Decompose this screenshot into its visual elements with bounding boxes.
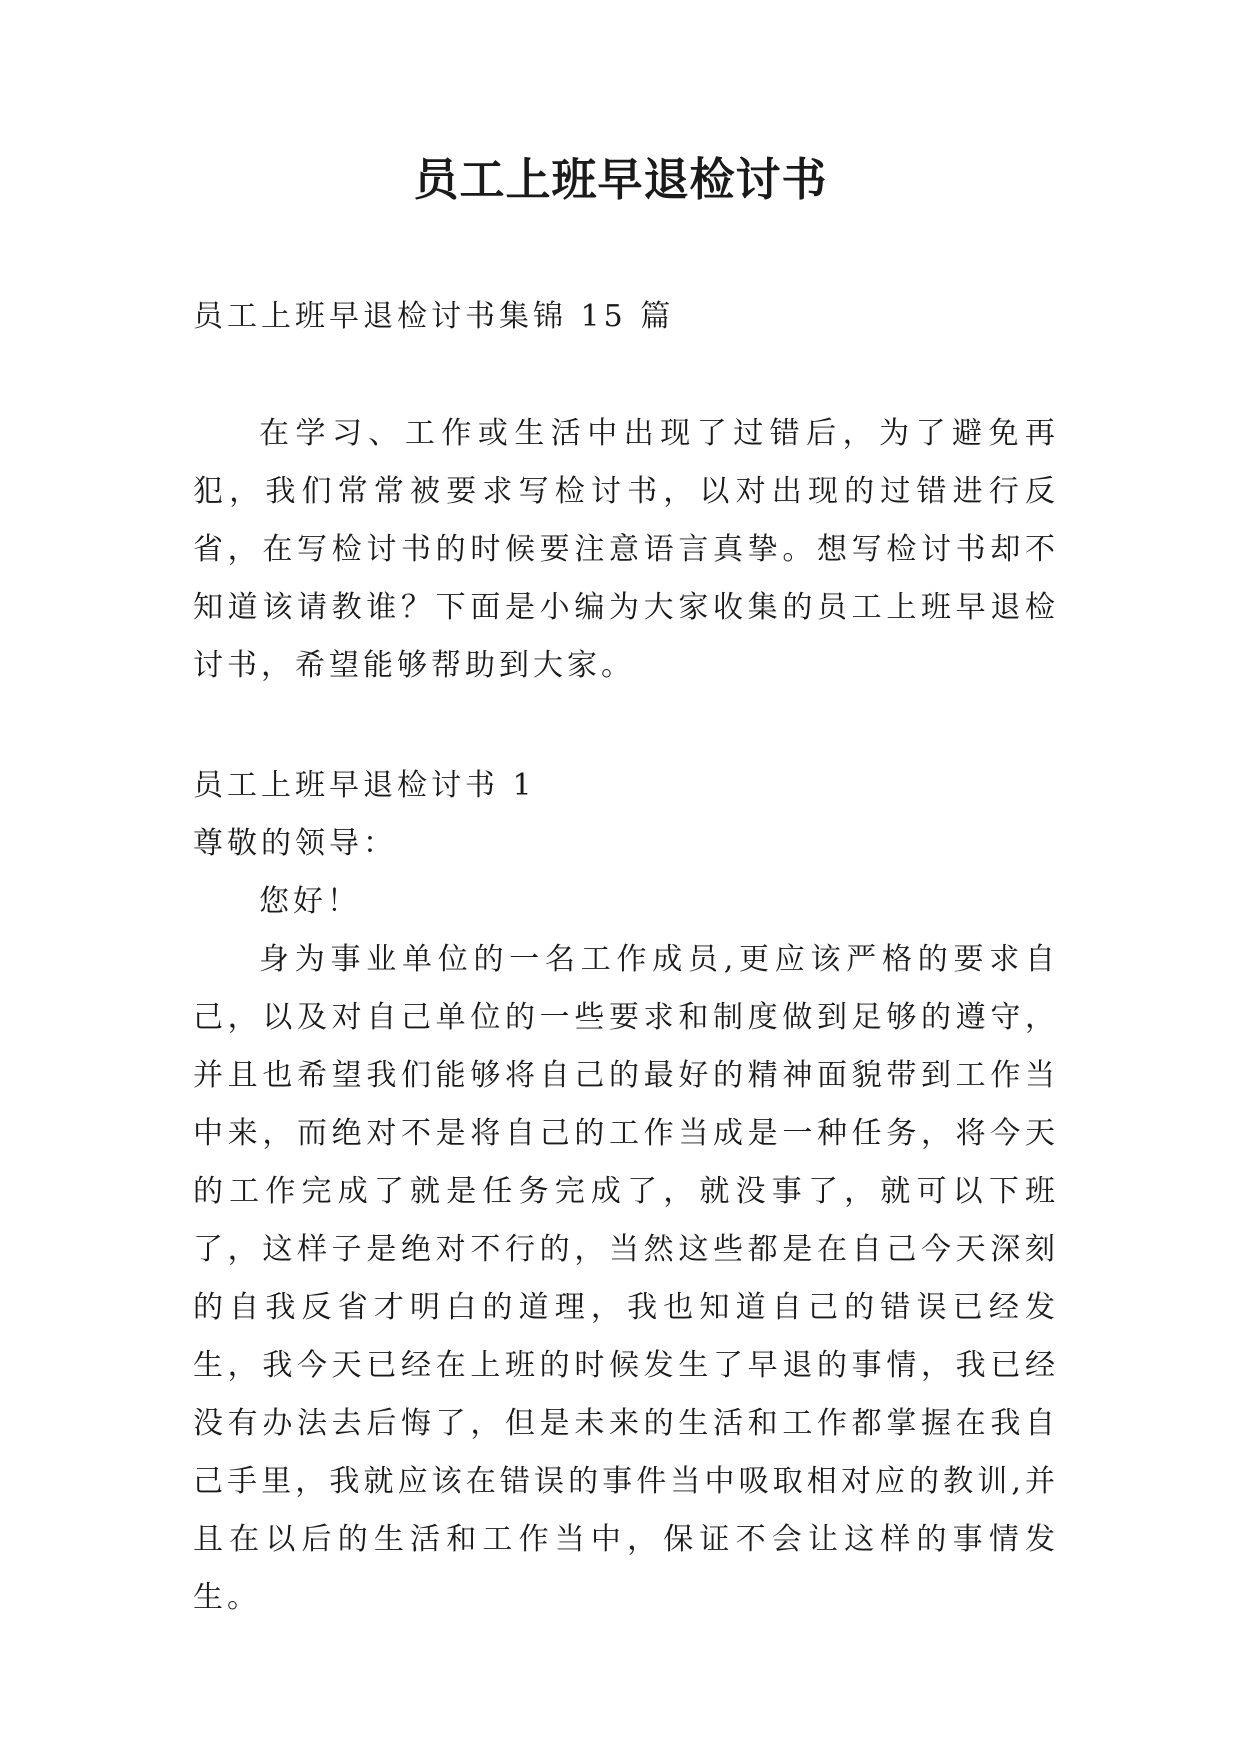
document-subtitle: 员工上班早退检讨书集锦 15 篇 — [193, 299, 675, 334]
intro-paragraph: 在学习、工作或生活中出现了过错后，为了避免再犯，我们常常被要求写检讨书，以对出现的过错进行反省，在写检讨书的时候要注意语言真挚。想写检讨书却不知道该请教谁？下面是小编为大家收集的员工上班早退检讨书，希望能够帮助到大家。 — [193, 416, 1059, 683]
section-heading: 员工上班早退检讨书 1 — [193, 768, 536, 803]
greeting: 您好！ — [259, 884, 361, 919]
document-title: 员工上班早退检讨书 — [413, 153, 828, 206]
body-paragraph: 身为事业单位的一名工作成员,更应该严格的要求自己，以及对自己单位的一些要求和制度做到足够的遵守，并且也希望我们能够将自己的最好的精神面貌带到工作当中来，而绝对不是将自己的工作当成是一种任务，将今天的工作完成了就是任务完成了，就没事了，就可以下班了，这样子是绝对不行的，当然这些都是在自己今天深刻的自我反省才明白的道理，我也知道自己的错误已经发生，我今天已经在上班的时候发生了早退的事情，我已经没有办法去后悔了，但是未来的生活和工作都掌握在我自己手里，我就应该在错误的事件当中吸取相对应的教训,并且在以后的生活和工作当中，保证不会让这样的事情发生。 — [193, 942, 1059, 1615]
salutation: 尊敬的领导： — [193, 826, 397, 861]
